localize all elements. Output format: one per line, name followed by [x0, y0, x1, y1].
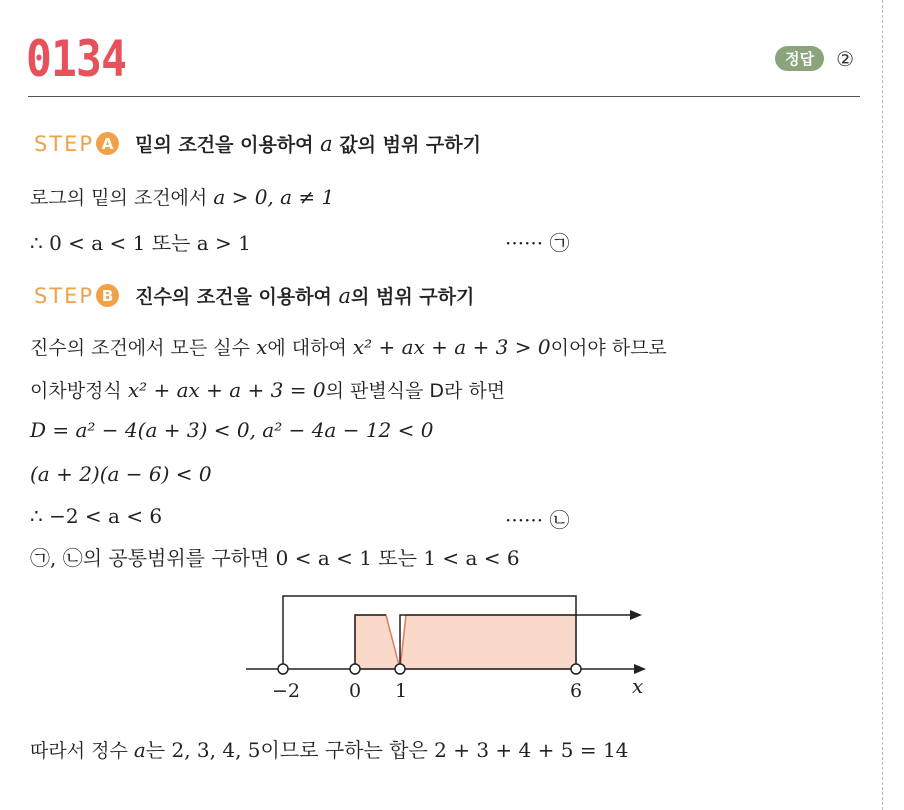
open-point-minus2 — [278, 664, 288, 674]
step-a-heading — [34, 130, 481, 157]
line-discriminant: D = a² − 4(a + 3) < 0, a² − 4a − 12 < 0 — [30, 418, 434, 442]
answer-area — [775, 46, 854, 71]
line-conclusion — [30, 734, 628, 763]
step-a-badge: A — [96, 132, 119, 155]
number-line-diagram — [0, 585, 904, 715]
open-point-6 — [571, 664, 581, 674]
axis-arrowhead — [634, 664, 646, 674]
step-a-title-pre: 밑의 조건을 이용하여 — [135, 134, 321, 156]
line9-post: 는 2, 3, 4, 5이므로 구하는 합은 2 + 3 + 4 + 5 = 14 — [145, 738, 629, 762]
tick-label-6: 6 — [570, 680, 583, 702]
line4-post: 의 판별식을 D라 하면 — [325, 380, 506, 402]
line3-post: 이어야 하므로 — [550, 337, 667, 359]
axis-label-x: x — [632, 674, 644, 698]
open-point-1 — [395, 664, 405, 674]
shaded-region-1-6 — [400, 615, 576, 669]
tick-label-1: 1 — [395, 680, 408, 702]
marker-1: ······ ㉠ — [505, 231, 570, 255]
line-base-condition — [30, 183, 334, 210]
line-argument-condition — [30, 333, 667, 360]
answer-badge: 정답 — [775, 46, 824, 71]
tick-label-0: 0 — [349, 680, 362, 702]
step-a-word: STEP — [34, 131, 95, 156]
line9-pre: 따라서 정수 — [30, 740, 134, 762]
step-b-word: STEP — [34, 283, 95, 308]
step-a-title-var: a — [320, 132, 333, 156]
line-factored: (a + 2)(a − 6) < 0 — [30, 462, 212, 486]
line-argument-range: ∴ −2 < a < 6 — [30, 504, 163, 528]
line1-text: 로그의 밑의 조건에서 — [30, 187, 214, 209]
shaded-region-0-1 — [355, 615, 400, 669]
header-divider — [28, 96, 860, 97]
line9-var: a — [133, 738, 146, 762]
line4-pre: 이차방정식 — [30, 380, 128, 402]
line3-var: x — [256, 335, 268, 359]
ray-arrowhead — [630, 610, 642, 620]
answer-value: ② — [836, 46, 854, 71]
step-b-heading — [34, 282, 474, 309]
step-b-title-pre: 진수의 조건을 이용하여 — [135, 286, 339, 308]
line-base-range: ∴ 0 < a < 1 또는 a > 1 — [30, 231, 251, 255]
line1-math: a > 0, a ≠ 1 — [213, 185, 335, 209]
page-edge-divider — [882, 0, 883, 810]
line3-math: x² + ax + a + 3 > 0 — [352, 335, 551, 359]
problem-number: 0134 — [26, 30, 127, 88]
open-point-0 — [350, 664, 360, 674]
line3-pre: 진수의 조건에서 모든 실수 — [30, 337, 257, 359]
line-discriminant-intro — [30, 376, 505, 403]
step-b-title-var: a — [338, 284, 352, 308]
marker-2: ······ ㉡ — [505, 508, 570, 532]
step-a-title-post: 값의 범위 구하기 — [332, 134, 481, 156]
line-common-range: ㉠, ㉡의 공통범위를 구하면 0 < a < 1 또는 1 < a < 6 — [30, 546, 520, 570]
tick-label-minus2: −2 — [272, 680, 301, 702]
step-b-badge: B — [96, 284, 119, 307]
line4-math: x² + ax + a + 3 = 0 — [127, 378, 326, 402]
step-a-title — [135, 130, 481, 157]
step-b-title-post: 의 범위 구하기 — [351, 286, 475, 308]
step-b-title — [135, 282, 474, 309]
line3-mid: 에 대하여 — [267, 337, 353, 359]
